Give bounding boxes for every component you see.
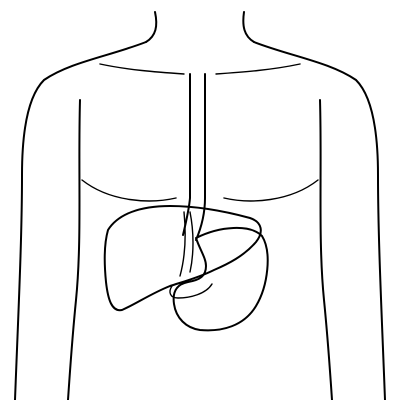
neck-right-line — [243, 12, 254, 42]
esophagus — [183, 74, 205, 240]
left-shoulder-and-arm — [15, 42, 146, 400]
left-pectoral-line — [82, 180, 176, 201]
right-clavicle — [216, 64, 300, 74]
right-torso-side — [320, 100, 332, 400]
left-torso-side — [68, 100, 80, 400]
esophagus-right-wall — [196, 74, 205, 240]
left-clavicle — [100, 64, 184, 74]
right-pectoral-line — [224, 180, 318, 201]
right-shoulder-and-arm — [254, 42, 385, 400]
torso-outline — [15, 12, 385, 400]
neck-left-line — [146, 12, 156, 42]
esophagus-overlap-line — [190, 212, 193, 272]
falciform-ligament — [180, 212, 185, 276]
liver — [105, 206, 261, 310]
esophagus-left-wall — [183, 74, 190, 235]
